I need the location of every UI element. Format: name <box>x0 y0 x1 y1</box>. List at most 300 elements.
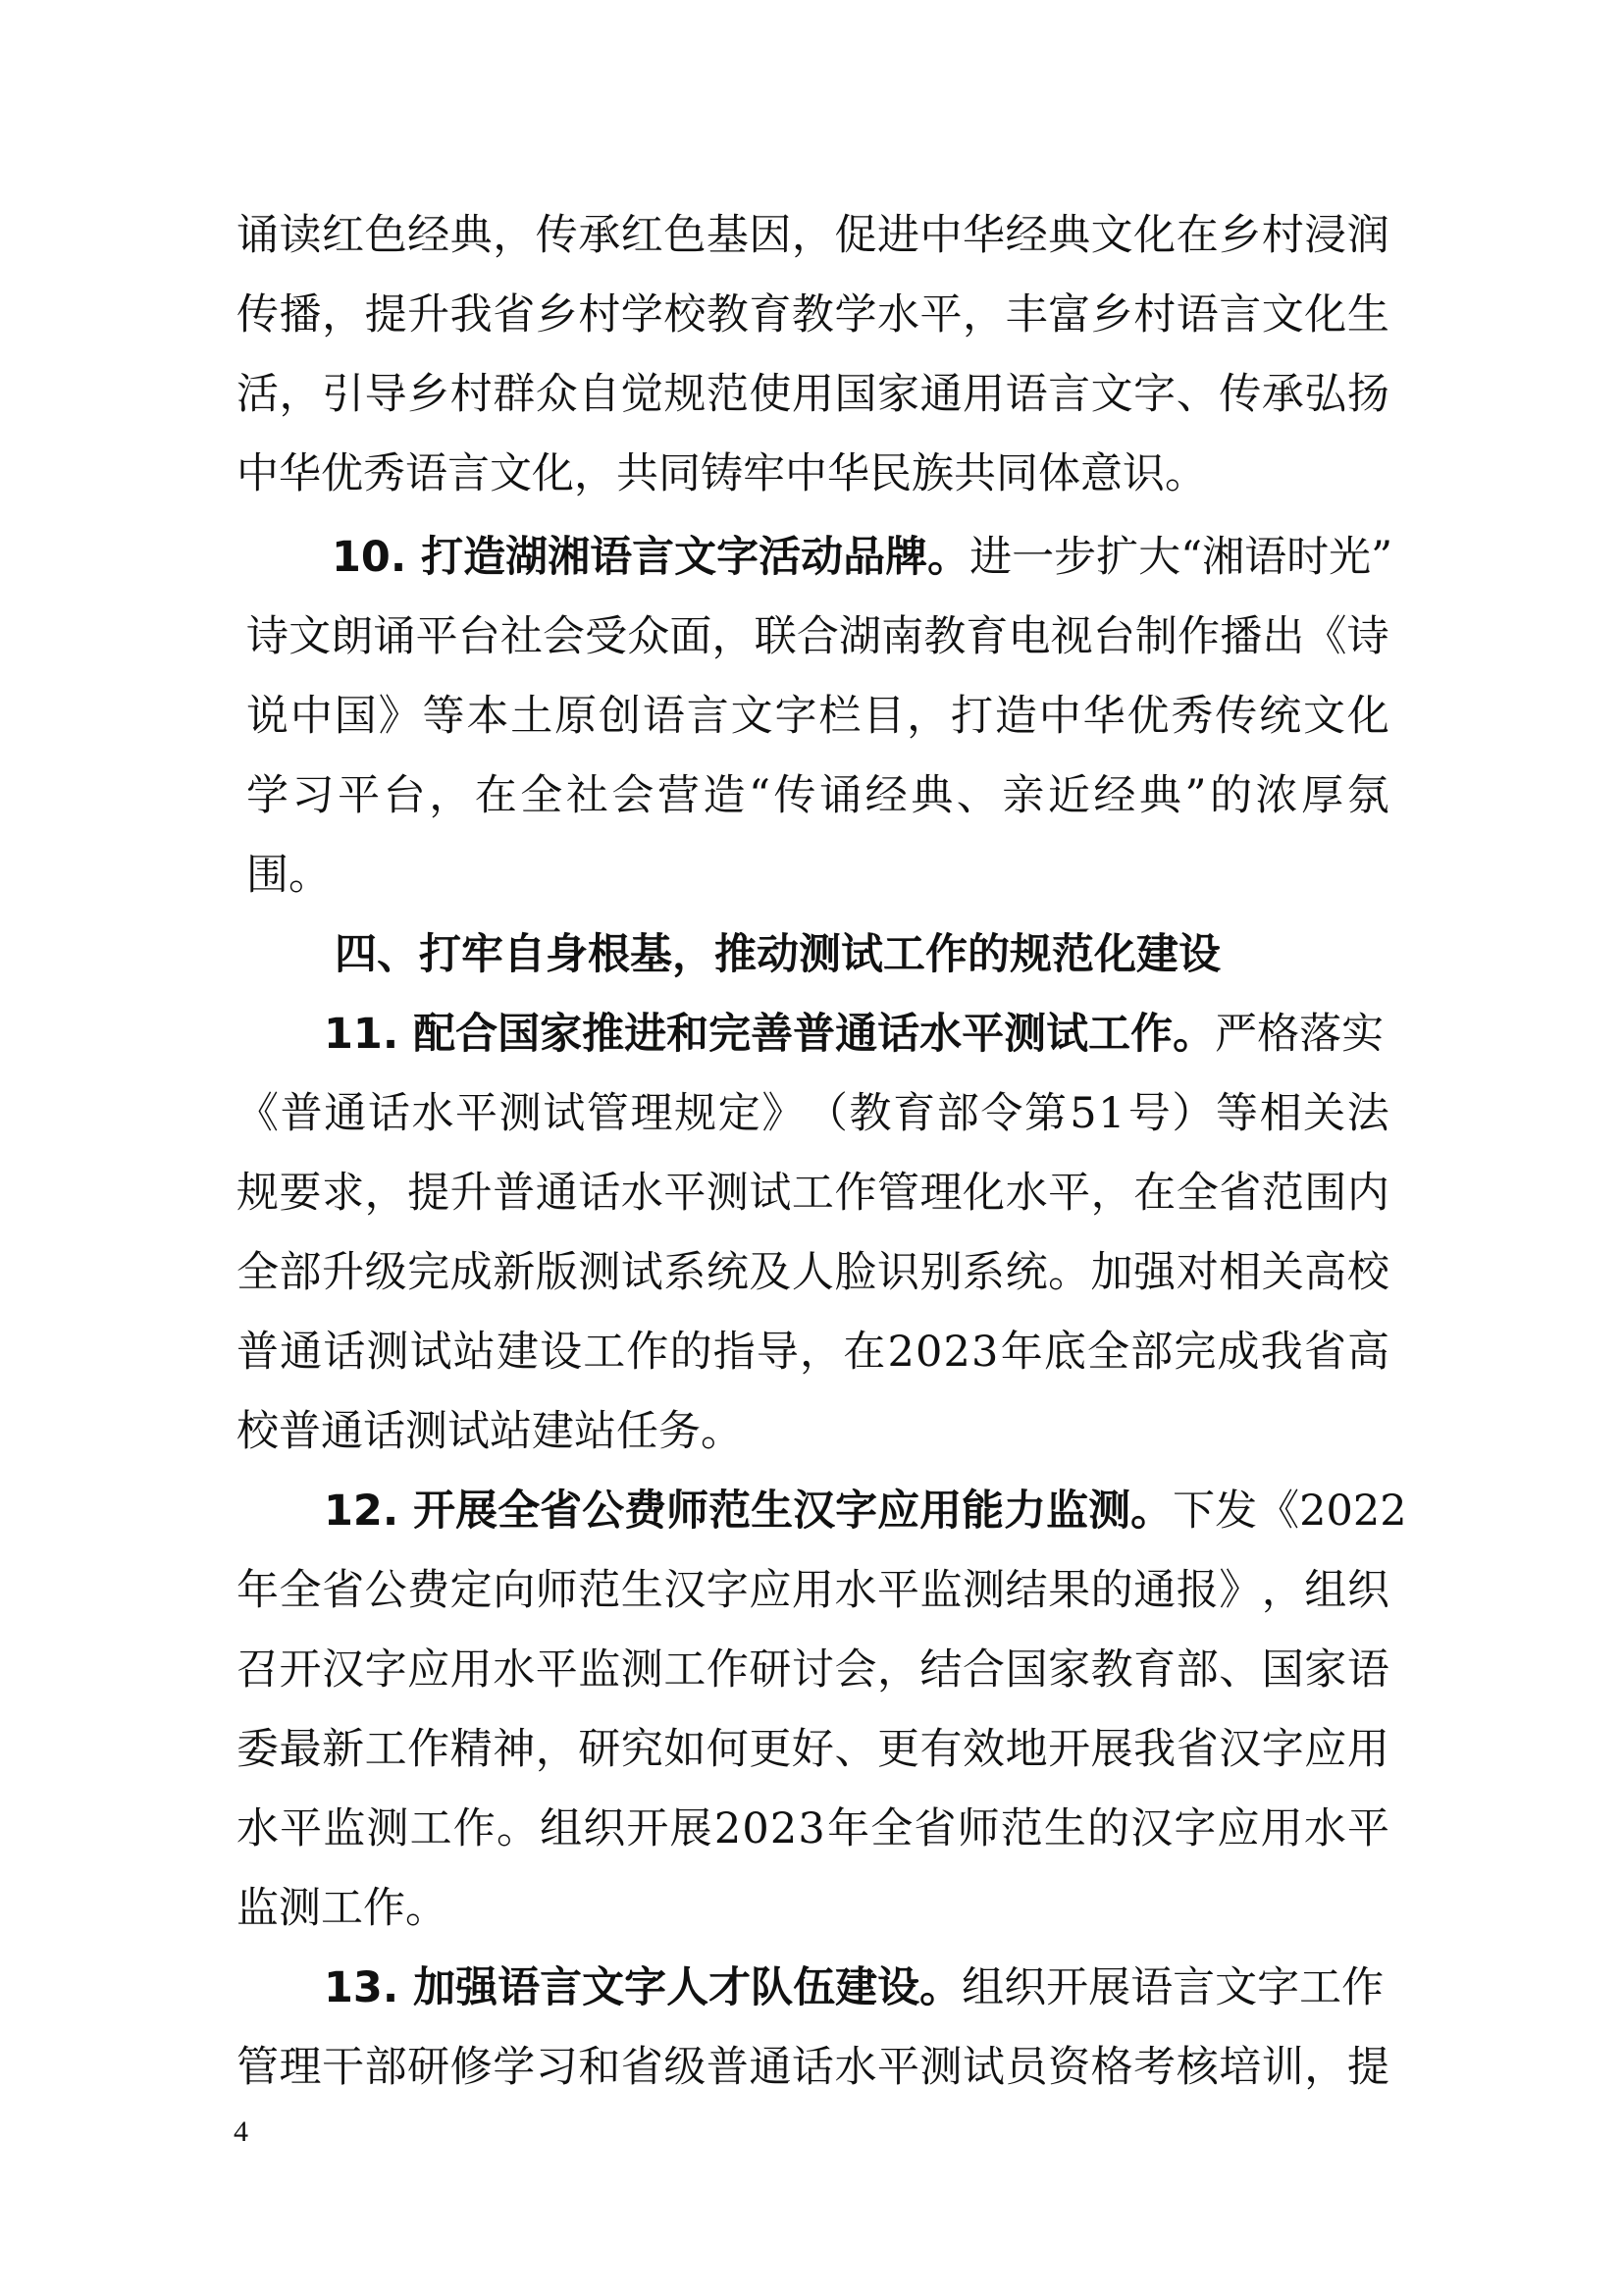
paragraph-line <box>236 1169 1389 1218</box>
glyph: 平 <box>535 1645 578 1695</box>
section-heading <box>335 930 1394 979</box>
glyph: 新 <box>322 1725 365 1774</box>
glyph: 地 <box>1005 1725 1048 1774</box>
glyph: 监 <box>919 1566 963 1615</box>
glyph: 研 <box>407 2043 450 2092</box>
glyph: 打 <box>951 692 993 741</box>
glyph: 版 <box>535 1248 578 1297</box>
glyph: 向 <box>493 1566 536 1615</box>
glyph: 和 <box>578 2043 621 2092</box>
glyph: 典 <box>449 211 493 260</box>
item-13-title: 13. 加强语言文字人才队伍建设。 <box>324 1963 963 2012</box>
glyph: 提 <box>1346 2043 1389 2092</box>
glyph: 群 <box>493 370 536 419</box>
glyph: 工 <box>364 1725 407 1774</box>
glyph: 话 <box>578 1169 621 1218</box>
glyph: 升 <box>449 1169 493 1218</box>
glyph: 监 <box>323 1804 366 1853</box>
glyph: 语 <box>1176 290 1219 339</box>
glyph: 语 <box>1346 1645 1389 1695</box>
glyph: 组 <box>1304 1566 1347 1615</box>
glyph: 干 <box>322 2043 365 2092</box>
glyph: 经 <box>864 771 908 820</box>
glyph: 省 <box>322 1566 365 1615</box>
item-11-lead-line <box>324 1010 1389 1059</box>
paragraph-line <box>236 370 1389 419</box>
glyph: 年 <box>827 1804 870 1853</box>
paragraph-line <box>236 1248 1389 1297</box>
glyph: 我 <box>1133 1725 1177 1774</box>
glyph: 原 <box>554 692 598 741</box>
glyph: ， <box>1304 2043 1347 2092</box>
glyph: 红 <box>620 211 663 260</box>
item-10-lead-rest: 进一步扩大“湘语时光” <box>969 533 1393 582</box>
glyph: 展 <box>1090 1725 1133 1774</box>
glyph: 范 <box>1261 1169 1304 1218</box>
glyph: 结 <box>919 1645 963 1695</box>
glyph: 修 <box>449 2043 493 2092</box>
glyph: 指 <box>712 1328 756 1377</box>
paragraph-line <box>236 2043 1389 2092</box>
glyph: 定 <box>717 1089 760 1138</box>
glyph: （ <box>805 1089 848 1138</box>
glyph: 教 <box>923 612 967 661</box>
glyph: 合 <box>963 1645 1006 1695</box>
glyph: 内 <box>1346 1169 1389 1218</box>
glyph: 普 <box>706 2043 749 2092</box>
glyph: 1 <box>1098 1089 1126 1138</box>
glyph: 效 <box>963 1725 1006 1774</box>
glyph: 水 <box>876 290 919 339</box>
glyph: 湖 <box>838 612 881 661</box>
glyph: 员 <box>1005 2043 1048 2092</box>
item-12-lead-line <box>324 1487 1407 1536</box>
glyph: 开 <box>279 1645 322 1695</box>
glyph: 提 <box>407 1169 450 1218</box>
glyph: 年 <box>236 1566 279 1615</box>
glyph: 学 <box>620 290 663 339</box>
item-11-lead-rest: 严格落实 <box>1215 1010 1385 1059</box>
glyph: 测 <box>498 1089 542 1138</box>
glyph: ， <box>493 211 536 260</box>
paragraph-text: 校普通话测试站建站任务。 <box>236 1407 743 1456</box>
glyph: 育 <box>1133 1645 1177 1695</box>
glyph: 理 <box>919 1169 963 1218</box>
glyph: 用 <box>449 1645 493 1695</box>
glyph: 讨 <box>791 1645 834 1695</box>
glyph: 平 <box>876 1566 919 1615</box>
glyph: 5 <box>1070 1089 1097 1138</box>
glyph: 平 <box>415 612 458 661</box>
glyph: 通 <box>324 1089 367 1138</box>
glyph: 结 <box>1005 1566 1048 1615</box>
glyph: 用 <box>1346 1725 1389 1774</box>
glyph: ， <box>535 1725 578 1774</box>
glyph: 应 <box>1304 1725 1347 1774</box>
paragraph-line <box>236 449 1389 498</box>
glyph: ， <box>711 612 755 661</box>
glyph: 统 <box>1259 692 1302 741</box>
glyph: 号 <box>1127 1089 1171 1138</box>
glyph: 试 <box>620 1248 663 1297</box>
paragraph-line <box>236 1566 1389 1615</box>
glyph: 引 <box>322 370 365 419</box>
glyph: 省 <box>1219 1169 1262 1218</box>
paragraph-line <box>236 1884 1389 1933</box>
glyph: 化 <box>1346 692 1389 741</box>
glyph: 文 <box>1090 211 1133 260</box>
glyph: ， <box>279 370 322 419</box>
glyph: 红 <box>322 211 365 260</box>
page-number: 4 <box>234 2115 248 2148</box>
glyph: 习 <box>291 771 335 820</box>
glyph: 、 <box>1219 1645 1262 1695</box>
glyph: 费 <box>407 1566 450 1615</box>
glyph: 文 <box>1090 370 1133 419</box>
glyph: 典 <box>1048 211 1091 260</box>
glyph: ， <box>963 290 1006 339</box>
glyph: 村 <box>449 370 493 419</box>
glyph: 用 <box>963 370 1006 419</box>
item-13-lead-rest: 组织开展语言文字工作 <box>962 1963 1385 2012</box>
glyph: 化 <box>963 1169 1006 1218</box>
glyph: 师 <box>535 1566 578 1615</box>
glyph: 、 <box>1176 370 1219 419</box>
glyph: 目 <box>863 692 906 741</box>
paragraph-line <box>236 290 1389 339</box>
glyph: 话 <box>323 1328 366 1377</box>
paragraph-text: 围。 <box>246 851 331 900</box>
glyph: 在 <box>843 1328 886 1377</box>
item-13-lead-line <box>324 1963 1389 2012</box>
glyph: 测 <box>706 1169 749 1218</box>
glyph: 用 <box>791 370 834 419</box>
glyph: 会 <box>611 771 654 820</box>
glyph: 令 <box>980 1089 1023 1138</box>
glyph: 的 <box>1090 1566 1133 1615</box>
glyph: 乡 <box>1090 290 1133 339</box>
glyph: ， <box>1090 1169 1133 1218</box>
glyph: 识 <box>876 1248 919 1297</box>
glyph: 管 <box>876 1169 919 1218</box>
glyph: 部 <box>279 1248 322 1297</box>
paragraph-line <box>246 771 1389 820</box>
glyph: 围 <box>1304 1169 1347 1218</box>
glyph: 》 <box>1219 1566 1262 1615</box>
glyph: 通 <box>535 1169 578 1218</box>
glyph: 脸 <box>834 1248 877 1297</box>
glyph: 经 <box>1093 771 1136 820</box>
glyph: 我 <box>449 290 493 339</box>
glyph: 测 <box>366 1328 409 1377</box>
glyph: 别 <box>919 1248 963 1297</box>
glyph: 使 <box>749 370 792 419</box>
glyph: 视 <box>1050 612 1093 661</box>
glyph: 升 <box>407 290 450 339</box>
glyph: 如 <box>663 1725 707 1774</box>
glyph: 土 <box>510 692 553 741</box>
glyph: 在 <box>474 771 517 820</box>
glyph: 定 <box>449 1566 493 1615</box>
glyph: 建 <box>496 1328 539 1377</box>
glyph: 教 <box>791 290 834 339</box>
glyph: 习 <box>535 2043 578 2092</box>
glyph: 2 <box>887 1328 915 1377</box>
glyph: 管 <box>236 2043 279 2092</box>
glyph: 村 <box>578 290 621 339</box>
glyph: 2 <box>713 1804 742 1853</box>
glyph: 3 <box>798 1804 825 1853</box>
glyph: 0 <box>916 1328 943 1377</box>
glyph: 高 <box>1346 1328 1389 1377</box>
glyph: 成 <box>1217 1328 1260 1377</box>
glyph: 站 <box>452 1328 496 1377</box>
glyph: ” <box>1184 771 1207 820</box>
glyph: 报 <box>1176 1566 1219 1615</box>
glyph: 考 <box>1133 2043 1177 2092</box>
glyph: 觉 <box>620 370 663 419</box>
glyph: 朗 <box>331 612 374 661</box>
item-10-lead-line <box>332 533 1391 582</box>
glyph: 的 <box>1087 1804 1130 1853</box>
paragraph-line <box>246 692 1389 741</box>
glyph: 播 <box>1220 612 1263 661</box>
glyph: 好 <box>791 1725 834 1774</box>
glyph: 通 <box>749 2043 792 2092</box>
glyph: 校 <box>663 290 707 339</box>
glyph: 通 <box>280 1328 323 1377</box>
glyph: 法 <box>1346 1089 1389 1138</box>
glyph: 平 <box>663 1169 707 1218</box>
item-10-title: 10. 打造湖湘语言文字活动品牌。 <box>332 533 970 582</box>
glyph: 化 <box>1304 290 1347 339</box>
glyph: 学 <box>834 290 877 339</box>
glyph: 水 <box>620 1169 663 1218</box>
glyph: 试 <box>409 1328 452 1377</box>
glyph: 作 <box>626 1328 669 1377</box>
glyph: 因 <box>749 211 792 260</box>
section-heading-text: 四、打牢自身根基，推动测试工作的规范化建设 <box>335 930 1221 979</box>
glyph: 面 <box>669 612 712 661</box>
glyph: ， <box>322 290 365 339</box>
glyph: 神 <box>493 1725 536 1774</box>
glyph: 平 <box>1346 1804 1389 1853</box>
glyph: ， <box>1261 1566 1304 1615</box>
glyph: 完 <box>1174 1328 1217 1377</box>
glyph: 学 <box>493 2043 536 2092</box>
glyph: 学 <box>246 771 288 820</box>
glyph: 字 <box>774 692 817 741</box>
glyph: 自 <box>578 370 621 419</box>
glyph: 诗 <box>1346 612 1389 661</box>
glyph: 基 <box>706 211 749 260</box>
glyph: 汉 <box>663 1566 707 1615</box>
glyph: 测 <box>578 1248 621 1297</box>
glyph: 平 <box>1048 1169 1091 1218</box>
glyph: 全 <box>520 771 563 820</box>
glyph: 创 <box>599 692 641 741</box>
glyph: 通 <box>919 370 963 419</box>
glyph: 会 <box>834 1645 877 1695</box>
glyph: 的 <box>669 1328 712 1377</box>
glyph: 管 <box>586 1089 629 1138</box>
glyph: 用 <box>791 1566 834 1615</box>
glyph: 厚 <box>1301 771 1344 820</box>
glyph: 字 <box>364 1645 407 1695</box>
glyph: 传 <box>1215 692 1258 741</box>
glyph: 会 <box>542 612 585 661</box>
glyph: 省 <box>1176 1725 1219 1774</box>
glyph: 作 <box>452 1804 496 1853</box>
glyph: 南 <box>881 612 924 661</box>
glyph: 家 <box>1304 1645 1347 1695</box>
glyph: 》 <box>378 692 421 741</box>
glyph: 试 <box>543 1089 586 1138</box>
glyph: 汉 <box>1219 1725 1262 1774</box>
glyph: 润 <box>1346 211 1389 260</box>
glyph: 省 <box>620 2043 663 2092</box>
glyph: 乡 <box>1219 211 1262 260</box>
glyph: 作 <box>407 1725 450 1774</box>
glyph: 组 <box>540 1804 583 1853</box>
glyph: 扬 <box>1346 370 1389 419</box>
glyph: 诗 <box>246 612 288 661</box>
glyph: 省 <box>1303 1328 1346 1377</box>
glyph: 家 <box>1048 1645 1091 1695</box>
glyph: 文 <box>730 692 773 741</box>
glyph: 营 <box>656 771 700 820</box>
glyph: 典 <box>1138 771 1181 820</box>
glyph: 典 <box>911 771 954 820</box>
glyph: 通 <box>1133 1566 1177 1615</box>
glyph: 年 <box>1000 1328 1043 1377</box>
glyph: 文 <box>1303 692 1345 741</box>
paragraph-line <box>246 851 1389 900</box>
glyph: 部 <box>364 2043 407 2092</box>
glyph: 更 <box>876 1725 919 1774</box>
glyph: 在 <box>1133 1169 1177 1218</box>
glyph: 国 <box>1005 1645 1048 1695</box>
glyph: 级 <box>364 1248 407 1297</box>
glyph: 中 <box>289 692 333 741</box>
glyph: 富 <box>1048 290 1091 339</box>
glyph: 织 <box>583 1804 626 1853</box>
glyph: 众 <box>627 612 670 661</box>
glyph: 乡 <box>535 290 578 339</box>
glyph: 工 <box>409 1804 452 1853</box>
glyph: 研 <box>578 1725 621 1774</box>
glyph: 台 <box>1092 612 1135 661</box>
glyph: 提 <box>364 290 407 339</box>
glyph: 色 <box>364 211 407 260</box>
glyph: 3 <box>971 1328 999 1377</box>
glyph: 最 <box>279 1725 322 1774</box>
glyph: 规 <box>236 1169 279 1218</box>
glyph: 浓 <box>1255 771 1298 820</box>
glyph: 文 <box>1261 290 1304 339</box>
glyph: 育 <box>893 1089 936 1138</box>
glyph: 出 <box>1262 612 1305 661</box>
glyph: ， <box>429 771 472 820</box>
glyph: 工 <box>583 1328 626 1377</box>
glyph: 育 <box>966 612 1009 661</box>
glyph: 华 <box>1082 692 1126 741</box>
glyph: 《 <box>1304 612 1347 661</box>
glyph: 汉 <box>322 1645 365 1695</box>
glyph: 、 <box>956 771 999 820</box>
glyph: 作 <box>834 1169 877 1218</box>
glyph: 研 <box>749 1645 792 1695</box>
glyph: 教 <box>849 1089 892 1138</box>
glyph: 用 <box>1260 1804 1303 1853</box>
glyph: 规 <box>663 370 707 419</box>
glyph: 导 <box>756 1328 799 1377</box>
glyph: 汉 <box>1130 1804 1174 1853</box>
glyph: 生 <box>1346 290 1389 339</box>
glyph: 生 <box>1043 1804 1086 1853</box>
glyph: 乡 <box>407 370 450 419</box>
glyph: 国 <box>1261 1645 1304 1695</box>
glyph: 水 <box>1303 1804 1346 1853</box>
glyph: 秀 <box>1171 692 1214 741</box>
glyph: 2 <box>943 1328 970 1377</box>
glyph: 校 <box>1346 1248 1389 1297</box>
glyph: 理 <box>279 2043 322 2092</box>
glyph: 更 <box>749 1725 792 1774</box>
glyph: 水 <box>411 1089 454 1138</box>
paragraph-line <box>236 1725 1389 1774</box>
glyph: 国 <box>334 692 377 741</box>
glyph: 范 <box>578 1566 621 1615</box>
glyph: 导 <box>364 370 407 419</box>
glyph: 试 <box>963 2043 1006 2092</box>
glyph: 人 <box>791 1248 834 1297</box>
glyph: 承 <box>578 211 621 260</box>
glyph: 第 <box>1023 1089 1067 1138</box>
paragraph-line <box>236 1089 1389 1138</box>
glyph: 近 <box>1047 771 1090 820</box>
glyph: 水 <box>236 1804 279 1853</box>
glyph: 经 <box>1005 211 1048 260</box>
glyph: 传 <box>236 290 279 339</box>
glyph: 0 <box>742 1804 769 1853</box>
glyph: 文 <box>288 612 332 661</box>
glyph: 全 <box>1176 1169 1219 1218</box>
glyph: 水 <box>1005 1169 1048 1218</box>
glyph: 系 <box>963 1248 1006 1297</box>
glyph: 平 <box>338 771 381 820</box>
glyph: 平 <box>876 2043 919 2092</box>
glyph: 字 <box>1133 370 1177 419</box>
glyph: 试 <box>749 1169 792 1218</box>
glyph: 测 <box>366 1804 409 1853</box>
glyph: 诵 <box>373 612 416 661</box>
glyph: ， <box>364 1169 407 1218</box>
glyph: 工 <box>791 1169 834 1218</box>
item-12-title: 12. 开展全省公费师范生汉字应用能力监测。 <box>324 1487 1174 1536</box>
paragraph-line <box>246 612 1389 661</box>
glyph: 底 <box>1043 1328 1086 1377</box>
glyph: 要 <box>279 1169 322 1218</box>
glyph: 关 <box>1303 1089 1346 1138</box>
glyph: 全 <box>236 1248 279 1297</box>
glyph: 水 <box>834 2043 877 2092</box>
glyph: 开 <box>626 1804 669 1853</box>
glyph: 教 <box>1090 1645 1133 1695</box>
glyph: 诵 <box>236 211 279 260</box>
glyph: 造 <box>703 771 746 820</box>
glyph: 优 <box>1126 692 1170 741</box>
